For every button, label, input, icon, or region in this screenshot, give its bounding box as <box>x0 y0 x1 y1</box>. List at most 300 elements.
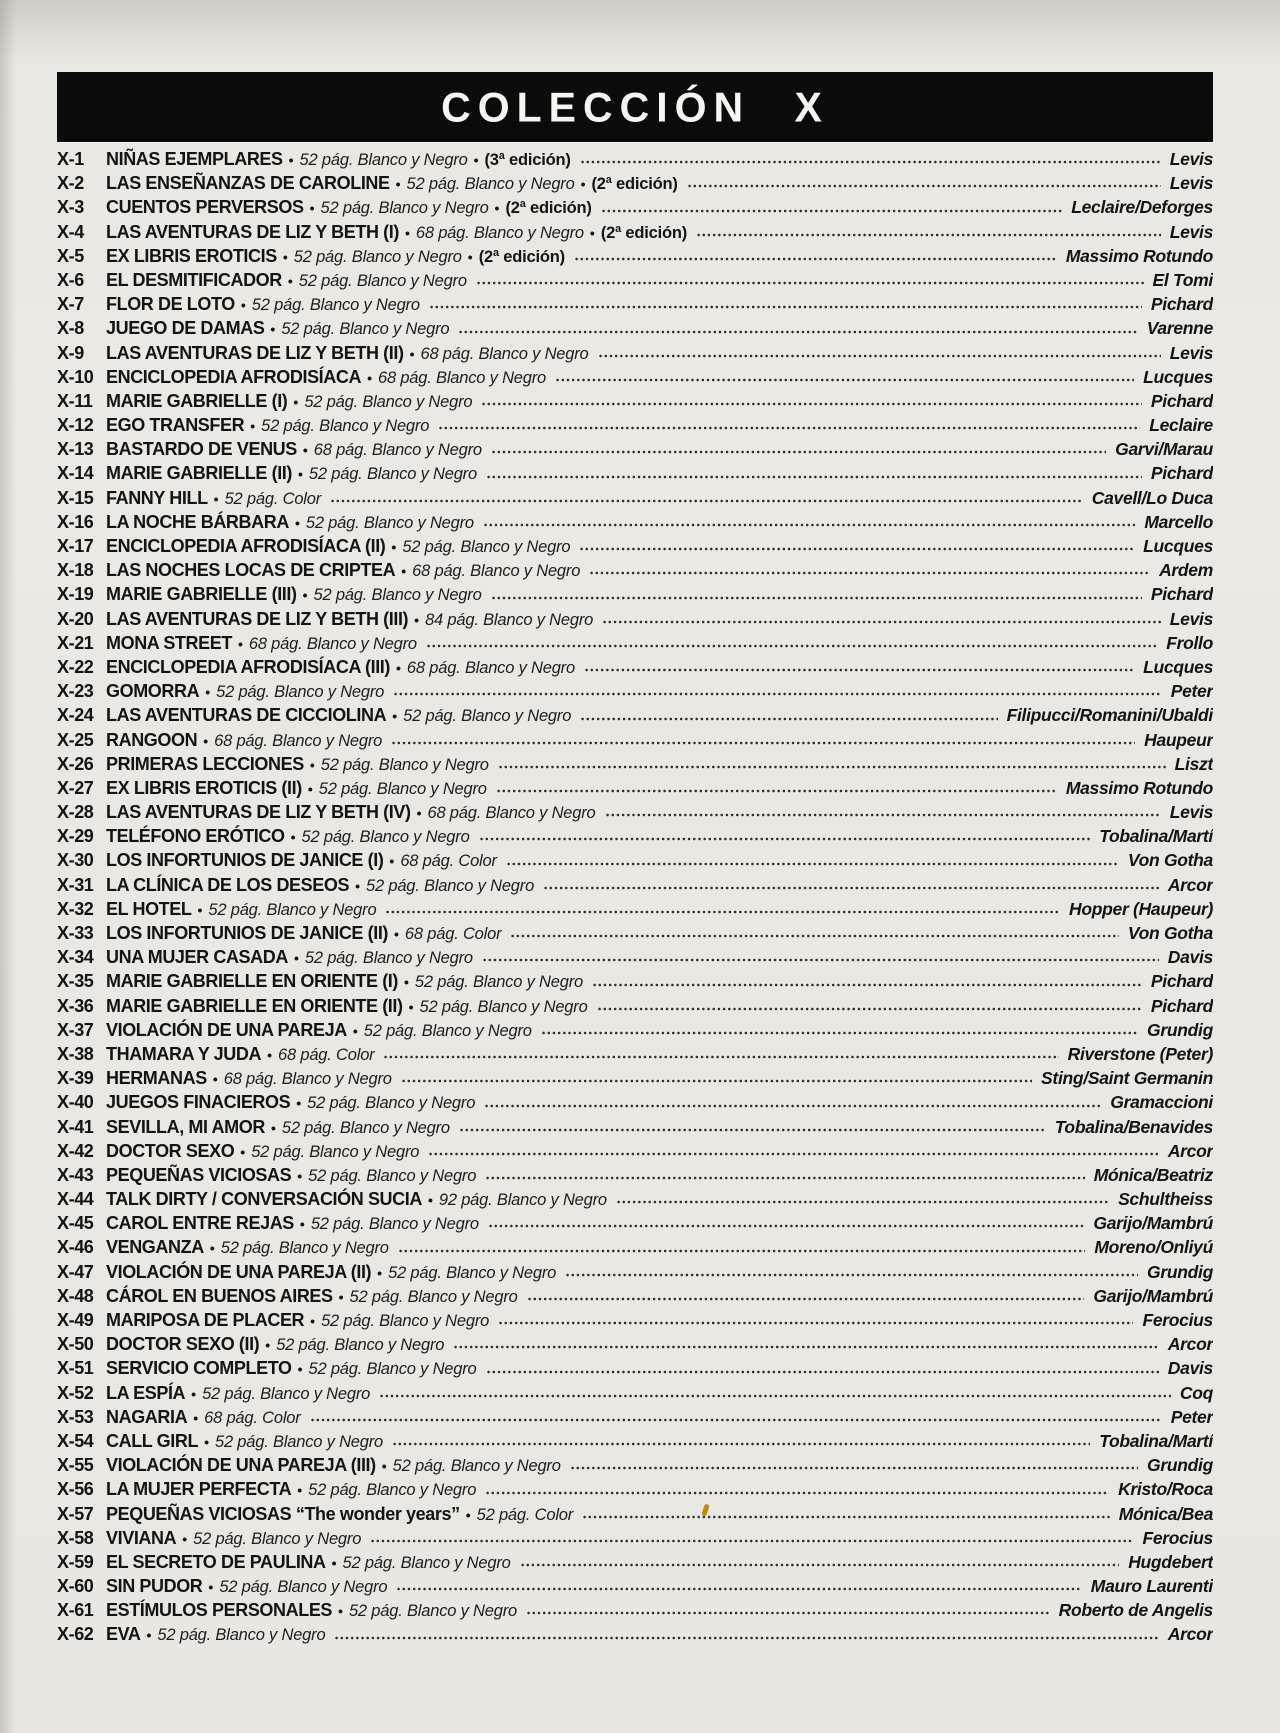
item-format: 68 pág. Blanco y Negro <box>214 731 383 750</box>
item-format: 52 pág. Blanco y Negro <box>299 151 468 169</box>
dot-leader <box>696 233 1161 237</box>
dot-leader <box>520 1563 1120 1567</box>
item-id: X-56 <box>57 1479 94 1500</box>
dot-leader <box>555 378 1134 382</box>
item-format: 52 pág. Blanco y Negro <box>308 1481 477 1500</box>
item-title: LA CLÍNICA DE LOS DESEOS <box>106 874 350 895</box>
format-bullet: • <box>331 1554 337 1571</box>
format-bullet: • <box>282 248 288 265</box>
edition-bullet: • <box>494 200 500 217</box>
format-bullet: • <box>297 1167 303 1184</box>
item-title: PRIMERAS LECCIONES <box>106 753 304 774</box>
dot-leader <box>580 717 997 721</box>
dot-leader <box>527 1297 1085 1301</box>
item-title: DOCTOR SEXO (II) <box>106 1334 260 1355</box>
item-title: EL DESMITIFICADOR <box>106 269 282 290</box>
item-title: SERVICIO COMPLETO <box>106 1358 292 1379</box>
item-author: Tobalina/Benavides <box>1054 1116 1213 1137</box>
catalog-row <box>57 244 1213 268</box>
dot-leader <box>526 1611 1050 1615</box>
item-title: BASTARDO DE VENUS <box>106 439 297 460</box>
item-title: LA ESPÍA <box>106 1382 186 1403</box>
item-format: 52 pág. Color <box>224 489 322 508</box>
format-bullet: • <box>205 684 211 701</box>
dot-leader <box>491 596 1142 600</box>
item-format: 68 pág. Color <box>204 1408 301 1427</box>
catalog-row <box>57 1598 1213 1622</box>
item-format: 52 pág. Blanco y Negro <box>310 1215 479 1234</box>
item-title: FANNY HILL <box>106 487 208 508</box>
item-format: 52 pág. Blanco y Negro <box>157 1626 326 1645</box>
item-format: 52 pág. Blanco y Negro <box>348 1602 517 1621</box>
item-format: 52 pág. Blanco y Negro <box>342 1553 511 1572</box>
dot-leader <box>579 547 1134 551</box>
item-id: X-17 <box>57 536 94 556</box>
item-author: Pichard <box>1150 463 1213 484</box>
item-id: X-59 <box>57 1551 94 1572</box>
item-title: JUEGOS FINACIEROS <box>106 1092 291 1113</box>
item-id: X-25 <box>57 729 94 750</box>
item-author: Grundig <box>1147 1019 1213 1040</box>
item-title: LAS NOCHES LOCAS DE CRIPTEA <box>106 560 396 581</box>
format-bullet: • <box>404 224 410 241</box>
item-id: X-14 <box>57 463 94 484</box>
item-id: X-6 <box>57 269 84 290</box>
item-id: X-28 <box>57 802 94 823</box>
item-title: EL HOTEL <box>106 898 192 919</box>
item-author: Mauro Laurenti <box>1090 1576 1213 1597</box>
item-format: 68 pág. Color <box>404 925 502 943</box>
item-format: 52 pág. Blanco y Negro <box>276 1336 445 1355</box>
item-format: 68 pág. Blanco y Negro <box>412 562 581 581</box>
item-id: X-7 <box>57 294 84 315</box>
item-id: X-36 <box>57 995 94 1016</box>
catalog-row <box>57 824 1213 848</box>
format-bullet: • <box>288 152 294 168</box>
item-id: X-10 <box>57 366 94 387</box>
item-format: 52 pág. Blanco y Negro <box>304 949 473 968</box>
format-bullet: • <box>297 1482 303 1499</box>
item-format: 52 pág. Blanco y Negro <box>208 900 377 919</box>
item-id: X-35 <box>57 971 94 992</box>
catalog-row <box>57 703 1213 727</box>
item-format: 52 pág. Blanco y Negro <box>308 1360 477 1379</box>
catalog-row <box>57 1405 1213 1429</box>
item-author: Sting/Saint Germanin <box>1041 1068 1213 1089</box>
format-bullet: • <box>391 539 397 555</box>
dot-leader <box>488 1224 1085 1228</box>
catalog-row <box>57 365 1213 389</box>
item-title: MARIE GABRIELLE EN ORIENTE (II) <box>106 995 403 1016</box>
catalog-row <box>57 1550 1213 1574</box>
dot-leader <box>483 523 1136 527</box>
item-title: SEVILLA, MI AMOR <box>106 1116 265 1137</box>
catalog-row <box>57 461 1213 485</box>
catalog-row <box>57 1356 1213 1380</box>
item-id: X-11 <box>57 390 93 411</box>
collection-header-banner <box>57 72 1213 142</box>
item-author: Garvi/Marau <box>1115 439 1213 460</box>
format-bullet: • <box>270 321 276 338</box>
format-bullet: • <box>250 418 256 435</box>
item-format: 52 pág. Blanco y Negro <box>305 513 474 532</box>
item-id: X-37 <box>57 1019 94 1040</box>
item-author: Varenne <box>1146 318 1213 339</box>
item-id: X-12 <box>57 415 94 436</box>
format-bullet: • <box>193 1409 199 1426</box>
item-title: PEQUEÑAS VICIOSAS “The wonder years” <box>106 1503 460 1524</box>
format-bullet: • <box>212 1071 218 1088</box>
format-bullet: • <box>208 1579 214 1596</box>
item-id: X-51 <box>57 1358 94 1379</box>
item-title: LOS INFORTUNIOS DE JANICE (II) <box>106 923 389 943</box>
format-bullet: • <box>367 369 372 386</box>
catalog-row <box>57 389 1213 413</box>
dot-leader <box>310 1418 1162 1422</box>
item-title: LAS AVENTURAS DE LIZ Y BETH (I) <box>106 221 399 242</box>
item-format: 68 pág. Blanco y Negro <box>420 344 589 363</box>
item-author: Von Gotha <box>1127 850 1213 871</box>
catalog-row <box>57 1042 1213 1066</box>
item-id: X-23 <box>57 681 94 702</box>
item-title: TALK DIRTY / CONVERSACIÓN SUCIA <box>106 1189 422 1210</box>
catalog-row <box>57 171 1213 195</box>
item-id: X-58 <box>57 1527 94 1548</box>
item-author: Von Gotha <box>1127 923 1213 943</box>
format-bullet: • <box>352 1022 358 1039</box>
item-edition: (2ª edición) <box>600 223 688 242</box>
item-title: SIN PUDOR <box>106 1576 203 1597</box>
dot-leader <box>605 813 1161 817</box>
item-format: 52 pág. Blanco y Negro <box>406 175 575 194</box>
item-title: PEQUEÑAS VICIOSAS <box>106 1164 292 1185</box>
catalog-row <box>57 921 1213 945</box>
item-id: X-3 <box>57 197 84 218</box>
item-author: Pichard <box>1150 390 1213 411</box>
item-format: 68 pág. Blanco y Negro <box>406 658 575 677</box>
format-bullet: • <box>293 393 299 410</box>
item-id: X-50 <box>57 1334 94 1355</box>
item-author: Tobalina/Martí <box>1099 1430 1213 1451</box>
catalog-row <box>57 1235 1213 1259</box>
format-bullet: • <box>297 1361 303 1378</box>
item-format: 52 pág. Blanco y Negro <box>349 1287 518 1306</box>
item-format: 52 pág. Blanco y Negro <box>318 779 487 798</box>
dot-leader <box>582 1515 1110 1519</box>
catalog-row <box>57 1477 1213 1501</box>
item-format: 92 pág. Blanco y Negro <box>438 1191 607 1210</box>
item-format: 52 pág. Blanco y Negro <box>293 247 462 266</box>
item-title: CALL GIRL <box>106 1430 199 1451</box>
item-format: 52 pág. Blanco y Negro <box>363 1021 532 1040</box>
item-author: Levis <box>1169 342 1213 363</box>
item-author: Davis <box>1167 1358 1213 1379</box>
dot-leader <box>496 789 1057 793</box>
format-bullet: • <box>338 1288 344 1305</box>
format-bullet: • <box>427 1192 433 1209</box>
item-title: MARIPOSA DE PLACER <box>106 1310 305 1330</box>
dot-leader <box>426 644 1157 648</box>
item-edition: (3ª edición) <box>484 151 571 169</box>
item-id: X-20 <box>57 608 94 629</box>
item-format: 52 pág. Blanco y Negro <box>307 1094 476 1113</box>
item-id: X-55 <box>57 1455 94 1476</box>
format-bullet: • <box>355 877 360 894</box>
dot-leader <box>580 160 1161 164</box>
catalog-row <box>57 292 1213 316</box>
format-bullet: • <box>294 514 300 531</box>
catalog-row <box>57 1429 1213 1453</box>
item-format: 68 pág. Blanco y Negro <box>377 368 547 387</box>
catalog-row <box>57 316 1213 340</box>
dot-leader <box>601 209 1063 213</box>
catalog-row <box>57 1622 1213 1646</box>
item-author: Pichard <box>1150 971 1213 992</box>
item-title: EX LIBRIS EROTICIS (II) <box>106 777 302 798</box>
item-format: 52 pág. Blanco y Negro <box>419 997 588 1016</box>
item-author: Levis <box>1169 608 1213 629</box>
format-bullet: • <box>146 1627 152 1644</box>
catalog-row <box>57 582 1213 606</box>
item-id: X-60 <box>57 1576 94 1597</box>
item-id: X-15 <box>57 487 94 508</box>
dot-leader <box>438 426 1140 430</box>
format-bullet: • <box>290 829 296 846</box>
item-format: 52 pág. Blanco y Negro <box>388 1263 557 1282</box>
dot-leader <box>485 1491 1109 1495</box>
dot-leader <box>383 1055 1058 1059</box>
item-format: 52 pág. Blanco y Negro <box>320 199 489 218</box>
format-bullet: • <box>465 1506 471 1523</box>
item-author: Filipucci/Romanini/Ubaldi <box>1006 705 1213 726</box>
item-format: 52 pág. Blanco y Negro <box>313 586 482 605</box>
catalog-row <box>57 728 1213 752</box>
item-author: Garijo/Mambrú <box>1093 1285 1213 1306</box>
item-format: 52 pág. Blanco y Negro <box>403 707 572 726</box>
item-id: X-30 <box>57 850 94 871</box>
item-format: 52 pág. Blanco y Negro <box>220 1239 389 1258</box>
item-id: X-1 <box>57 149 84 169</box>
format-bullet: • <box>265 1337 271 1354</box>
item-id: X-34 <box>57 947 94 968</box>
item-id: X-8 <box>57 318 84 339</box>
format-bullet: • <box>309 200 315 217</box>
item-id: X-33 <box>57 923 94 943</box>
catalog-row <box>57 873 1213 897</box>
item-id: X-52 <box>57 1382 94 1403</box>
catalog-row <box>57 631 1213 655</box>
item-format: 52 pág. Blanco y Negro <box>216 683 385 702</box>
format-bullet: • <box>203 732 209 749</box>
item-author: Grundig <box>1147 1455 1213 1476</box>
item-author: Levis <box>1169 221 1213 242</box>
format-bullet: • <box>204 1433 209 1450</box>
catalog-row <box>57 1574 1213 1598</box>
item-id: X-27 <box>57 777 94 798</box>
item-title: EX LIBRIS EROTICIS <box>106 245 277 266</box>
item-id: X-43 <box>57 1164 94 1185</box>
item-title: CUENTOS PERVERSOS <box>106 197 304 218</box>
item-author: Haupeur <box>1144 729 1213 750</box>
dot-leader <box>498 1321 1133 1325</box>
item-author: Leclaire <box>1149 415 1213 436</box>
item-id: X-47 <box>57 1261 94 1282</box>
catalog-row <box>57 607 1213 631</box>
item-title: ENCICLOPEDIA AFRODISÍACA (II) <box>106 536 386 556</box>
item-format: 52 pág. Blanco y Negro <box>402 538 571 556</box>
item-title: HERMANAS <box>106 1068 207 1089</box>
catalog-row <box>57 268 1213 292</box>
catalog-row <box>57 341 1213 365</box>
dot-leader <box>598 354 1161 358</box>
item-author: Lucques <box>1143 536 1213 556</box>
dot-leader <box>481 402 1142 406</box>
item-id: X-5 <box>57 245 84 266</box>
format-bullet: • <box>267 1046 272 1063</box>
catalog-row <box>57 1332 1213 1356</box>
item-author: Moreno/Onliyú <box>1094 1237 1213 1258</box>
dot-leader <box>570 1466 1138 1470</box>
item-title: ENCICLOPEDIA AFRODISÍACA (III) <box>106 656 390 677</box>
dot-leader <box>330 499 1083 503</box>
item-format: 52 pág. Blanco y Negro <box>251 1142 420 1161</box>
catalog-row <box>57 510 1213 534</box>
item-id: X-45 <box>57 1213 94 1234</box>
item-title: ESTÍMULOS PERSONALES <box>106 1600 333 1621</box>
catalog-row <box>57 486 1213 510</box>
format-bullet: • <box>213 490 219 507</box>
catalog-row <box>57 534 1213 558</box>
dot-leader <box>597 1007 1142 1011</box>
format-bullet: • <box>392 708 398 725</box>
item-format: 52 pág. Blanco y Negro <box>251 296 420 315</box>
dot-leader <box>479 837 1091 841</box>
catalog-row <box>57 413 1213 437</box>
item-author: Liszt <box>1174 753 1213 774</box>
dot-leader <box>616 1200 1109 1204</box>
format-bullet: • <box>309 756 315 773</box>
dot-leader <box>486 475 1142 479</box>
dot-leader <box>429 305 1142 309</box>
format-bullet: • <box>381 1458 387 1475</box>
item-author: Kristo/Roca <box>1118 1479 1213 1500</box>
item-title: EGO TRANSFER <box>106 415 245 436</box>
item-id: X-2 <box>57 173 84 194</box>
dot-leader <box>584 668 1134 672</box>
catalog-row <box>57 558 1213 582</box>
format-bullet: • <box>240 297 246 314</box>
dot-leader <box>565 1273 1138 1277</box>
catalog-row <box>57 1163 1213 1187</box>
item-title: LA MUJER PERFECTA <box>106 1479 292 1500</box>
item-id: X-54 <box>57 1430 94 1451</box>
catalog-row <box>57 994 1213 1018</box>
dot-leader <box>385 910 1060 914</box>
item-id: X-26 <box>57 753 94 774</box>
dot-leader <box>484 1104 1101 1108</box>
item-author: Frollo <box>1166 632 1213 653</box>
item-format: 52 pág. Color <box>476 1505 574 1524</box>
dot-leader <box>687 184 1161 188</box>
item-author: Schultheiss <box>1118 1189 1213 1210</box>
dot-leader <box>476 281 1144 285</box>
dot-leader <box>482 958 1159 962</box>
format-bullet: • <box>408 998 414 1015</box>
dot-leader <box>453 1345 1159 1349</box>
item-id: X-21 <box>57 632 94 653</box>
catalog-row <box>57 848 1213 872</box>
item-title: VENGANZA <box>106 1237 204 1258</box>
catalog-row <box>57 945 1213 969</box>
dot-leader <box>392 1442 1090 1446</box>
item-author: El Tomi <box>1152 269 1213 290</box>
catalog-row <box>57 752 1213 776</box>
item-id: X-46 <box>57 1237 94 1258</box>
format-bullet: • <box>237 635 243 652</box>
item-title: JUEGO DE DAMAS <box>106 318 265 339</box>
format-bullet: • <box>299 1216 305 1233</box>
item-author: Marcello <box>1144 511 1213 532</box>
item-format: 52 pág. Blanco y Negro <box>261 417 430 436</box>
item-format: 68 pág. Blanco y Negro <box>223 1070 392 1089</box>
item-author: Davis <box>1167 947 1213 968</box>
item-title: VIVIANA <box>106 1527 177 1548</box>
item-author: Levis <box>1169 149 1213 169</box>
item-format: 52 pág. Blanco y Negro <box>392 1457 561 1476</box>
dot-leader <box>574 257 1057 261</box>
item-id: X-39 <box>57 1068 94 1089</box>
dot-leader <box>541 1031 1138 1035</box>
item-title: UNA MUJER CASADA <box>106 947 288 968</box>
item-format: 52 pág. Blanco y Negro <box>308 1166 477 1185</box>
item-format: 52 pág. Blanco y Negro <box>281 320 450 339</box>
dot-leader <box>459 1128 1046 1132</box>
item-title: RANGOON <box>106 729 198 750</box>
item-format: 52 pág. Blanco y Negro <box>219 1578 388 1597</box>
item-title: VIOLACIÓN DE UNA PAREJA (III) <box>106 1455 376 1476</box>
item-id: X-40 <box>57 1092 94 1113</box>
item-title: CÁROL EN BUENOS AIRES <box>106 1285 333 1306</box>
format-bullet: • <box>302 587 308 604</box>
item-format: 52 pág. Blanco y Negro <box>281 1118 450 1137</box>
item-title: MONA STREET <box>106 632 232 653</box>
item-title: EL SECRETO DE PAULINA <box>106 1551 326 1572</box>
item-title: FLOR DE LOTO <box>106 294 235 315</box>
item-author: Leclaire/Deforges <box>1071 197 1213 218</box>
item-author: Cavell/Lo Duca <box>1091 487 1213 508</box>
item-format: 52 pág. Blanco y Negro <box>366 876 535 895</box>
item-author: Arcor <box>1167 1624 1213 1645</box>
item-id: X-18 <box>57 560 94 581</box>
catalog-row <box>57 195 1213 219</box>
format-bullet: • <box>240 1143 246 1160</box>
item-title: LAS AVENTURAS DE LIZ Y BETH (II) <box>106 342 404 363</box>
catalog-row <box>57 1308 1213 1332</box>
item-format: 68 pág. Blanco y Negro <box>248 634 417 653</box>
catalog-row <box>57 776 1213 800</box>
item-title: ENCICLOPEDIA AFRODISÍACA <box>106 366 362 387</box>
catalog-row <box>57 1260 1213 1284</box>
item-title: TELÉFONO ERÓTICO <box>106 826 285 847</box>
item-id: X-53 <box>57 1406 94 1427</box>
item-title: LAS AVENTURAS DE CICCIOLINA <box>106 705 387 726</box>
item-title: LAS AVENTURAS DE LIZ Y BETH (IV) <box>106 802 411 823</box>
format-bullet: • <box>310 1313 316 1329</box>
format-bullet: • <box>197 901 203 918</box>
dot-leader <box>391 741 1135 745</box>
item-format: 68 pág. Blanco y Negro <box>427 804 596 823</box>
item-title: LAS AVENTURAS DE LIZ Y BETH (III) <box>106 608 409 629</box>
